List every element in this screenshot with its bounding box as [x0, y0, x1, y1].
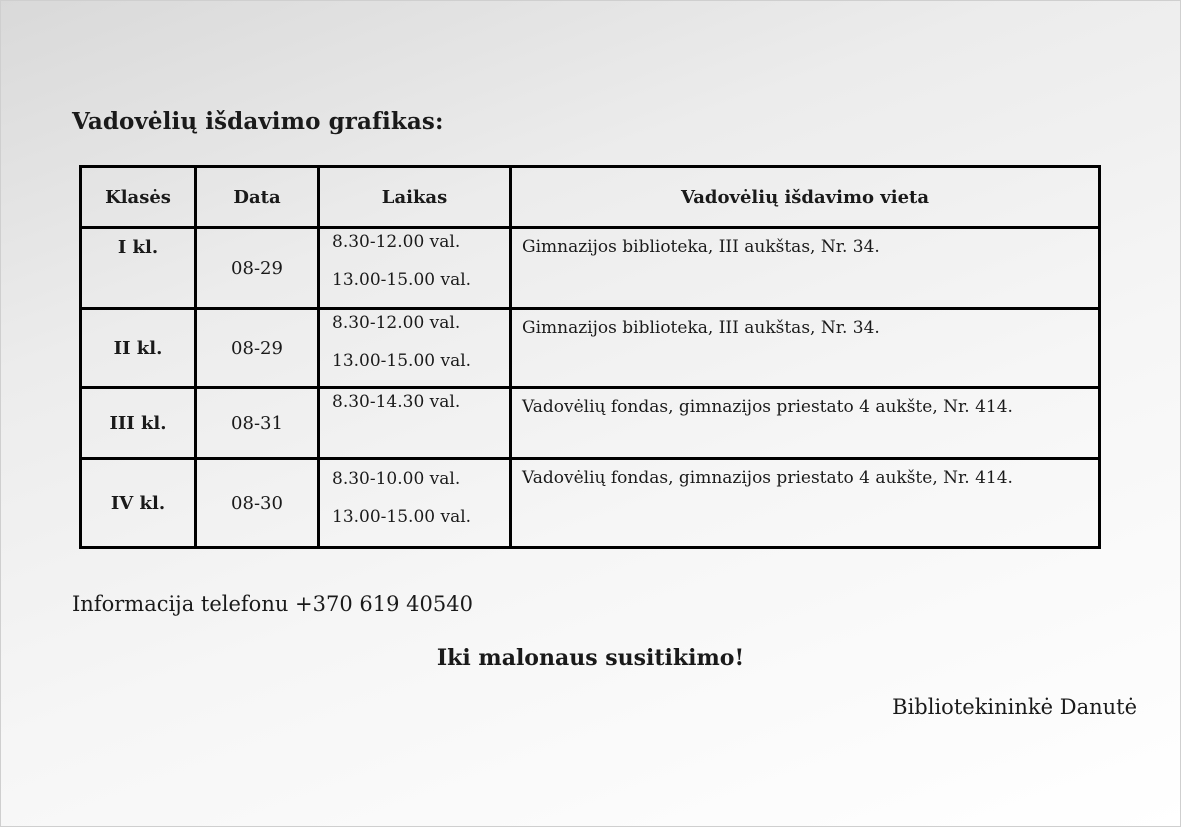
place-cell: Gimnazijos biblioteka, III aukštas, Nr. 34.	[511, 309, 1100, 388]
contact-info: Informacija telefonu +370 619 40540	[72, 592, 473, 616]
time-cell	[319, 309, 511, 388]
table-row	[81, 309, 1100, 388]
place-cell: Vadovėlių fondas, gimnazijos priestato 4 aukšte, Nr. 414.	[511, 388, 1100, 459]
class-cell: I kl.	[81, 228, 196, 309]
place-cell: Gimnazijos biblioteka, III aukštas, Nr. 34.	[511, 228, 1100, 309]
time-slot: 13.00-15.00 val.	[332, 270, 472, 290]
time-cell	[319, 228, 511, 309]
schedule-table	[79, 165, 1101, 549]
class-cell: III kl.	[81, 388, 196, 459]
table-row	[81, 459, 1100, 548]
class-cell: II kl.	[81, 309, 196, 388]
header-date: Data	[196, 167, 319, 228]
signature: Bibliotekininkė Danutė	[892, 695, 1137, 719]
greeting: Iki malonaus susitikimo!	[436, 645, 745, 671]
time-slot: 8.30-10.00 val.	[332, 469, 461, 489]
table-header-row	[81, 167, 1100, 228]
header-time: Laikas	[319, 167, 511, 228]
time-slot: 13.00-15.00 val.	[332, 507, 472, 527]
time-slot: 8.30-14.30 val.	[332, 392, 461, 412]
time-slot: 8.30-12.00 val.	[332, 313, 461, 333]
page-title: Vadovėlių išdavimo grafikas:	[72, 108, 444, 135]
date-cell: 08-31	[196, 388, 319, 459]
date-cell: 08-29	[196, 228, 319, 309]
date-cell: 08-30	[196, 459, 319, 548]
header-place: Vadovėlių išdavimo vieta	[511, 167, 1100, 228]
time-cell	[319, 459, 511, 548]
time-slot: 13.00-15.00 val.	[332, 351, 472, 371]
table-row	[81, 388, 1100, 459]
date-cell: 08-29	[196, 309, 319, 388]
time-slot: 8.30-12.00 val.	[332, 232, 461, 252]
header-class: Klasės	[81, 167, 196, 228]
table-row	[81, 228, 1100, 309]
class-cell: IV kl.	[81, 459, 196, 548]
place-cell: Vadovėlių fondas, gimnazijos priestato 4 aukšte, Nr. 414.	[511, 459, 1100, 548]
time-cell	[319, 388, 511, 459]
